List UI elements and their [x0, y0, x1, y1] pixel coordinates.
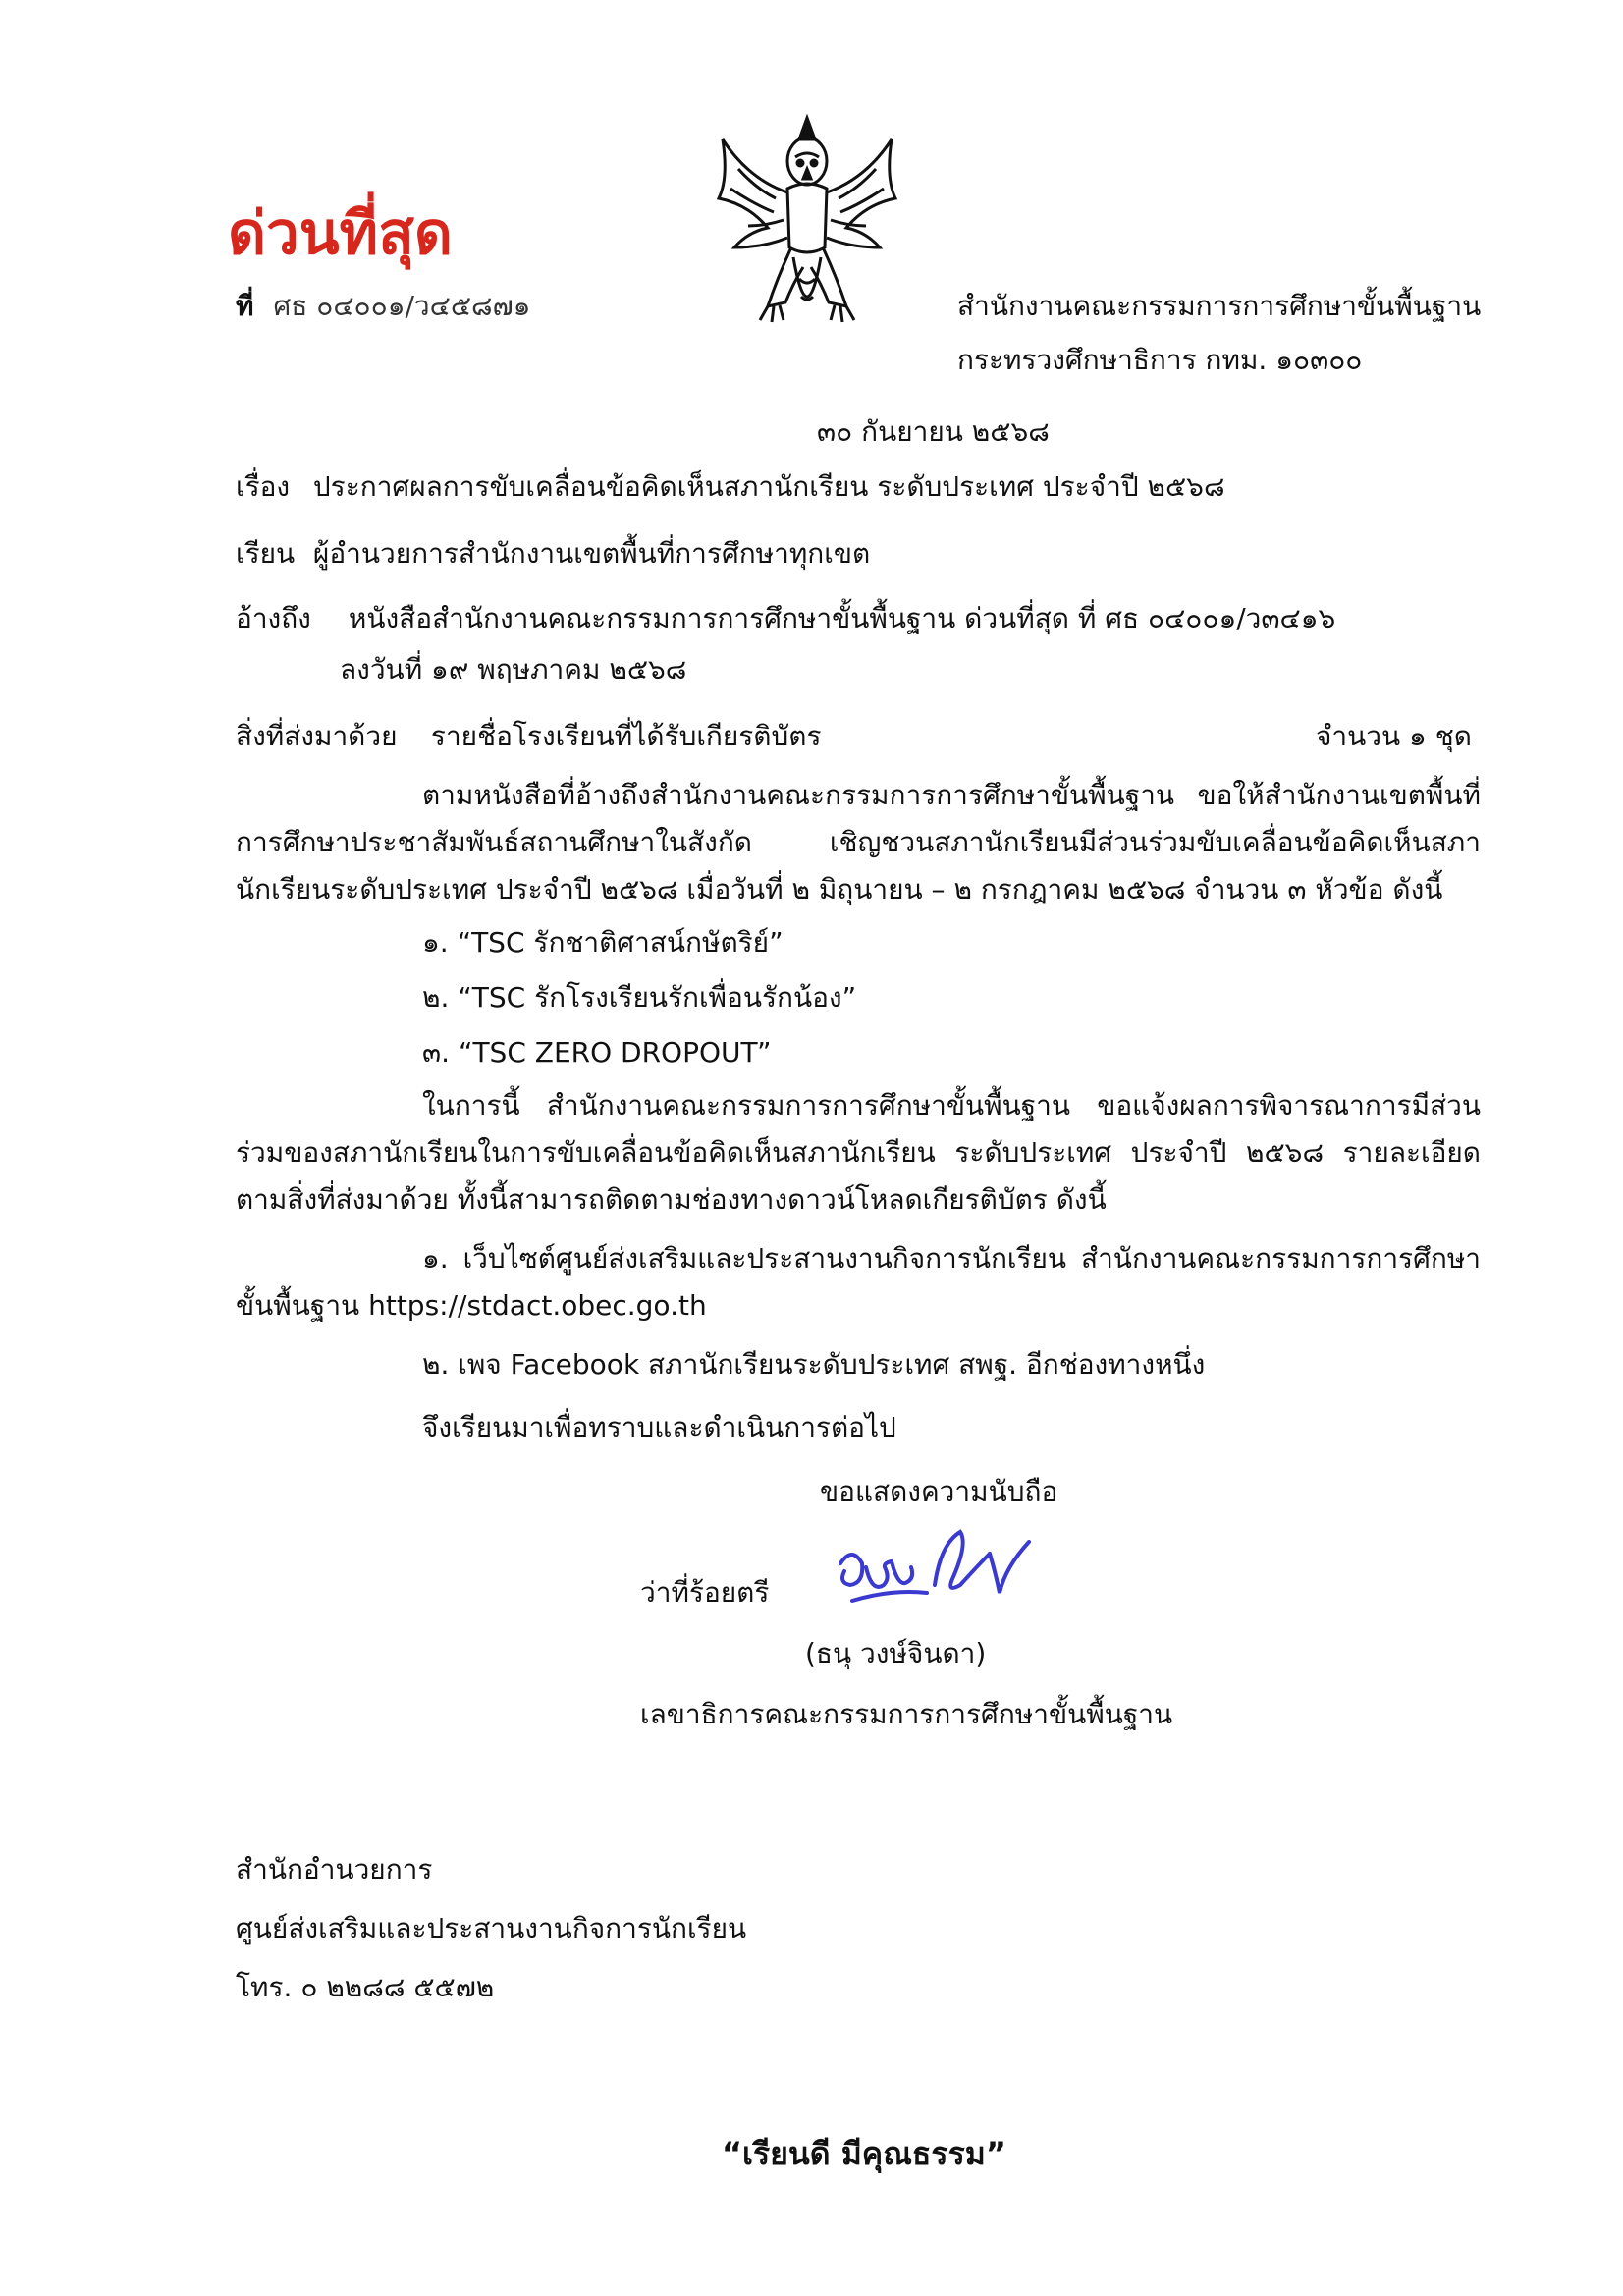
subject-line	[236, 465, 1225, 509]
enclosure-text: รายชื่อโรงเรียนที่ได้รับเกียรติบัตร	[430, 720, 822, 752]
topic-item: ๒. “TSC รักโรงเรียนรักเพื่อนรักน้อง”	[422, 981, 857, 1013]
document-reference-number	[236, 285, 530, 328]
reference-line	[236, 597, 1335, 640]
paragraph-2	[236, 1082, 1481, 1224]
channel-item-1	[236, 1235, 1481, 1330]
enclosure-quantity: จำนวน ๑ ชุด	[1316, 720, 1472, 752]
signer-rank: ว่าที่ร้อยตรี	[640, 1576, 770, 1609]
paragraph-2-text: ในการนี้ สำนักงานคณะกรรมการการศึกษาขั้นพื้นฐาน ขอแจ้งผลการพิจารณาการมีส่วนร่วมของสภานักเรียนในการขับเคลื่อนข้อคิดเห็นสภานักเรียน ระดับประเทศ ประจำปี ๒๕๖๘ รายละเอียดตามสิ่งที่ส่งมาด้วย ทั้งนี้สามารถติดตามช่องทางดาวน์โหลดเกียรติบัตร ดังนี้	[236, 1089, 1481, 1216]
ref-number: ศธ ๐๔๐๐๑/ว๔๕๘๗๑	[273, 290, 531, 322]
paragraph-1	[236, 772, 1481, 913]
topic-item: ๑. “TSC รักชาติศาสน์กษัตริย์”	[422, 926, 784, 958]
urgency-stamp: ด่วนที่สุด	[228, 199, 453, 268]
garuda-emblem	[709, 110, 905, 346]
closing-salutation: ขอแสดงความนับถือ	[820, 1475, 1058, 1507]
subject-label: เรื่อง	[236, 470, 291, 503]
paragraph-1-text: ตามหนังสือที่อ้างถึงสำนักงานคณะกรรมการการศึกษาขั้นพื้นฐาน ขอให้สำนักงานเขตพื้นที่การศึกษาประชาสัมพันธ์สถานศึกษาในสังกัด เชิญชวนสภานักเรียนมีส่วนร่วมขับเคลื่อนข้อคิดเห็นสภานักเรียนระดับประเทศ ประจำปี ๒๕๖๘ เมื่อวันที่ ๒ มิถุนายน – ๒ กรกฎาคม ๒๕๖๘ จำนวน ๓ หัวข้อ ดังนี้	[236, 779, 1481, 905]
recipient-text: ผู้อำนวยการสำนักงานเขตพื้นที่การศึกษาทุกเขต	[312, 537, 871, 570]
reference-date: ลงวันที่ ๑๙ พฤษภาคม ๒๕๖๘	[340, 653, 687, 685]
recipient-line	[236, 532, 870, 575]
closing-sentence: จึงเรียนมาเพื่อทราบและดำเนินการต่อไป	[422, 1411, 896, 1444]
document-date: ๓๐ กันยายน ๒๕๖๘	[817, 415, 1050, 448]
issuing-office-address: กระทรวงศึกษาธิการ กทม. ๑๐๓๐๐	[957, 344, 1363, 376]
ref-label: ที่	[236, 290, 254, 322]
topic-item: ๓. “TSC ZERO DROPOUT”	[422, 1036, 772, 1068]
subject-text: ประกาศผลการขับเคลื่อนข้อคิดเห็นสภานักเรียน ระดับประเทศ ประจำปี ๒๕๖๘	[312, 470, 1225, 503]
signer-position: เลขาธิการคณะกรรมการการศึกษาขั้นพื้นฐาน	[640, 1698, 1173, 1730]
footer-unit: ศูนย์ส่งเสริมและประสานงานกิจการนักเรียน	[236, 1912, 747, 1944]
recipient-label: เรียน	[236, 537, 296, 570]
issuing-office: สำนักงานคณะกรรมการการศึกษาขั้นพื้นฐาน	[957, 290, 1482, 322]
channel-item-1-text: ๑. เว็บไซต์ศูนย์ส่งเสริมและประสานงานกิจการนักเรียน สำนักงานคณะกรรมการการศึกษาขั้นพื้นฐาน https://stdact.obec.go.th	[236, 1242, 1481, 1322]
signer-name: (ธนุ วงษ์จินดา)	[805, 1637, 987, 1669]
reference-text: หนังสือสำนักงานคณะกรรมการการศึกษาขั้นพื้นฐาน ด่วนที่สุด ที่ ศธ ๐๔๐๐๑/ว๓๔๑๖	[348, 602, 1336, 634]
footer-phone: โทร. ๐ ๒๒๘๘ ๕๕๗๒	[236, 1971, 495, 2003]
enclosure-line	[236, 715, 821, 758]
handwritten-signature	[833, 1524, 1039, 1617]
enclosure-label: สิ่งที่ส่งมาด้วย	[236, 720, 398, 752]
channel-item-2: ๒. เพจ Facebook สภานักเรียนระดับประเทศ สพฐ. อีกช่องทางหนึ่ง	[422, 1348, 1206, 1381]
motto: “เรียนดี มีคุณธรรม”	[722, 2135, 1006, 2172]
reference-label: อ้างถึง	[236, 602, 311, 634]
footer-department: สำนักอำนวยการ	[236, 1853, 433, 1886]
